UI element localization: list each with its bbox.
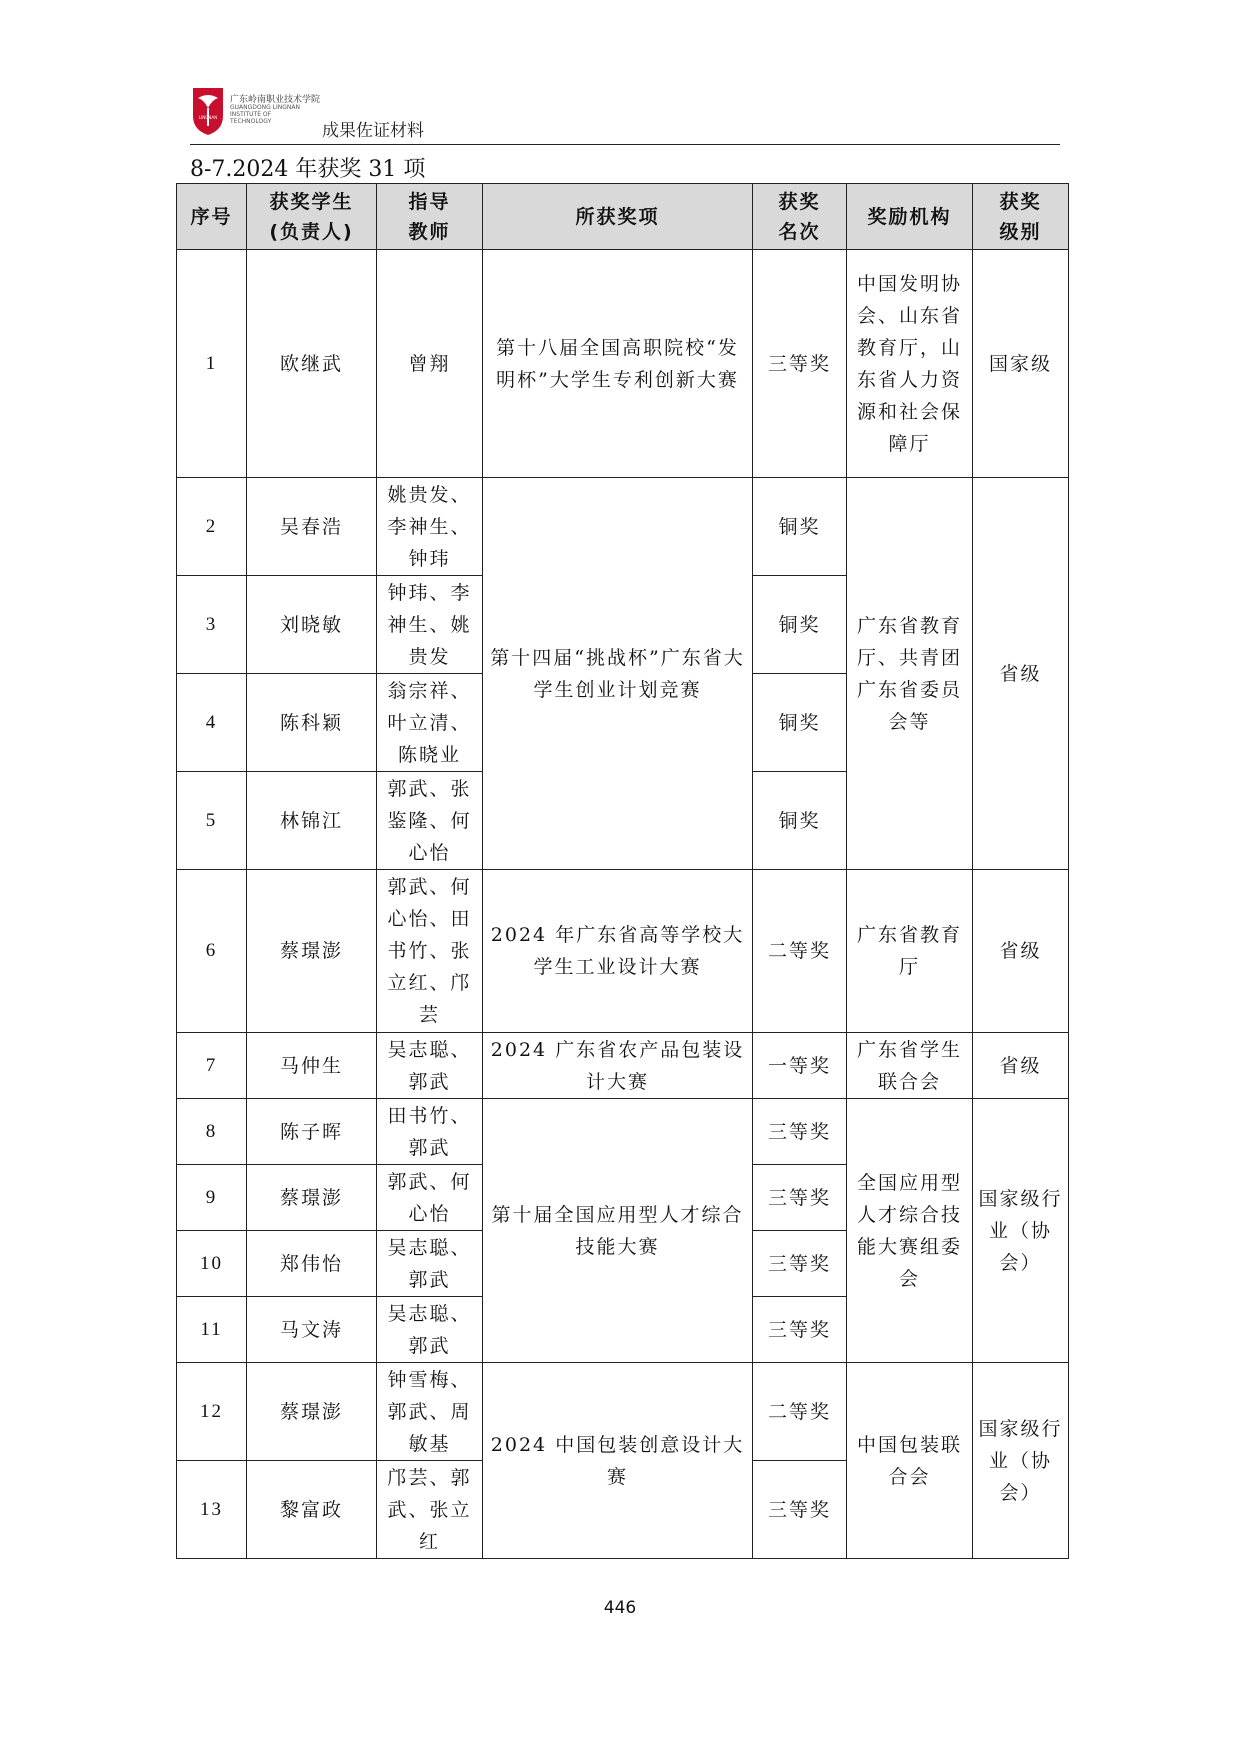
row-org: 中国发明协会、山东省教育厅，山东省人力资源和社会保障厅 xyxy=(847,250,973,478)
table-row xyxy=(177,1363,1069,1461)
header-org: 奖励机构 xyxy=(847,184,973,250)
row-rank: 三等奖 xyxy=(753,1099,847,1165)
row-student: 刘晓敏 xyxy=(247,576,377,674)
school-name-en: GUANGDONG LINGNAN INSTITUTE OF TECHNOLOGY xyxy=(230,104,301,125)
row-teacher: 邝芸、郭武、张立红 xyxy=(377,1461,483,1559)
row-teacher: 钟玮、李神生、姚贵发 xyxy=(377,576,483,674)
row-award: 2024 中国包装创意设计大赛 xyxy=(483,1363,753,1559)
row-student: 蔡璟澎 xyxy=(247,1363,377,1461)
row-rank: 铜奖 xyxy=(753,674,847,772)
row-seq: 10 xyxy=(177,1231,247,1297)
row-student: 蔡璟澎 xyxy=(247,1165,377,1231)
table-row xyxy=(177,250,1069,478)
header-seq: 序号 xyxy=(177,184,247,250)
row-teacher: 郭武、何心怡、田书竹、张立红、邝芸 xyxy=(377,870,483,1033)
row-award: 第十届全国应用型人才综合技能大赛 xyxy=(483,1099,753,1363)
row-teacher: 翁宗祥、叶立清、陈晓业 xyxy=(377,674,483,772)
row-student: 林锦江 xyxy=(247,772,377,870)
school-name-cn: 广东岭南职业技术学院 xyxy=(230,95,321,105)
row-level: 国家级行业（协会） xyxy=(973,1363,1069,1559)
row-teacher: 田书竹、郭武 xyxy=(377,1099,483,1165)
row-student: 黎富政 xyxy=(247,1461,377,1559)
header-student: 获奖学生 (负责人) xyxy=(247,184,377,250)
row-teacher: 曾翔 xyxy=(377,250,483,478)
row-rank: 三等奖 xyxy=(753,1231,847,1297)
row-rank: 一等奖 xyxy=(753,1033,847,1099)
table-row xyxy=(177,1033,1069,1099)
row-student: 马文涛 xyxy=(247,1297,377,1363)
table-row xyxy=(177,870,1069,1033)
page-number: 446 xyxy=(603,1598,637,1618)
row-rank: 铜奖 xyxy=(753,478,847,576)
row-level: 省级 xyxy=(973,870,1069,1033)
table-header-row xyxy=(177,184,1069,250)
row-level: 国家级 xyxy=(973,250,1069,478)
row-rank: 三等奖 xyxy=(753,1461,847,1559)
row-student: 欧继武 xyxy=(247,250,377,478)
row-teacher: 吴志聪、郭武 xyxy=(377,1033,483,1099)
row-level: 国家级行业（协会） xyxy=(973,1099,1069,1363)
section-title: 8-7.2024 年获奖 31 项 xyxy=(190,157,426,182)
row-teacher: 钟雪梅、郭武、周敏基 xyxy=(377,1363,483,1461)
row-award: 2024 年广东省高等学校大学生工业设计大赛 xyxy=(483,870,753,1033)
row-org: 中国包装联合会 xyxy=(847,1363,973,1559)
header-award: 所获奖项 xyxy=(483,184,753,250)
row-rank: 二等奖 xyxy=(753,870,847,1033)
row-seq: 11 xyxy=(177,1297,247,1363)
row-seq: 6 xyxy=(177,870,247,1033)
row-student: 吴春浩 xyxy=(247,478,377,576)
header-rank: 获奖 名次 xyxy=(753,184,847,250)
page-header xyxy=(190,86,1060,146)
row-rank: 铜奖 xyxy=(753,576,847,674)
header-divider xyxy=(190,144,1060,145)
row-seq: 3 xyxy=(177,576,247,674)
row-seq: 4 xyxy=(177,674,247,772)
row-seq: 5 xyxy=(177,772,247,870)
row-seq: 13 xyxy=(177,1461,247,1559)
row-teacher: 吴志聪、郭武 xyxy=(377,1297,483,1363)
header-teacher: 指导 教师 xyxy=(377,184,483,250)
row-seq: 7 xyxy=(177,1033,247,1099)
row-award: 第十八届全国高职院校“发明杯”大学生专利创新大赛 xyxy=(483,250,753,478)
row-level: 省级 xyxy=(973,1033,1069,1099)
row-teacher: 吴志聪、郭武 xyxy=(377,1231,483,1297)
row-seq: 2 xyxy=(177,478,247,576)
row-seq: 1 xyxy=(177,250,247,478)
row-teacher: 姚贵发、李神生、钟玮 xyxy=(377,478,483,576)
row-student: 郑伟怡 xyxy=(247,1231,377,1297)
header-level: 获奖 级别 xyxy=(973,184,1069,250)
row-rank: 三等奖 xyxy=(753,1297,847,1363)
row-award: 第十四届“挑战杯”广东省大学生创业计划竞赛 xyxy=(483,478,753,870)
row-rank: 三等奖 xyxy=(753,1165,847,1231)
awards-table xyxy=(176,183,1069,1559)
row-teacher: 郭武、何心怡 xyxy=(377,1165,483,1231)
table-row xyxy=(177,478,1069,576)
row-seq: 9 xyxy=(177,1165,247,1231)
row-rank: 三等奖 xyxy=(753,250,847,478)
row-rank: 二等奖 xyxy=(753,1363,847,1461)
table-row xyxy=(177,1099,1069,1165)
row-level: 省级 xyxy=(973,478,1069,870)
row-student: 陈子晖 xyxy=(247,1099,377,1165)
row-teacher: 郭武、张鉴隆、何心怡 xyxy=(377,772,483,870)
row-org: 广东省学生联合会 xyxy=(847,1033,973,1099)
row-org: 全国应用型人才综合技能大赛组委会 xyxy=(847,1099,973,1363)
row-seq: 12 xyxy=(177,1363,247,1461)
row-student: 蔡璟澎 xyxy=(247,870,377,1033)
row-seq: 8 xyxy=(177,1099,247,1165)
row-student: 马仲生 xyxy=(247,1033,377,1099)
row-student: 陈科颖 xyxy=(247,674,377,772)
row-award: 2024 广东省农产品包装设计大赛 xyxy=(483,1033,753,1099)
row-rank: 铜奖 xyxy=(753,772,847,870)
logo-text: LINGNAN xyxy=(198,115,218,120)
document-title: 成果佐证材料 xyxy=(322,121,424,141)
row-org: 广东省教育厅 xyxy=(847,870,973,1033)
school-logo-icon xyxy=(190,86,226,136)
row-org: 广东省教育厅、共青团广东省委员会等 xyxy=(847,478,973,870)
